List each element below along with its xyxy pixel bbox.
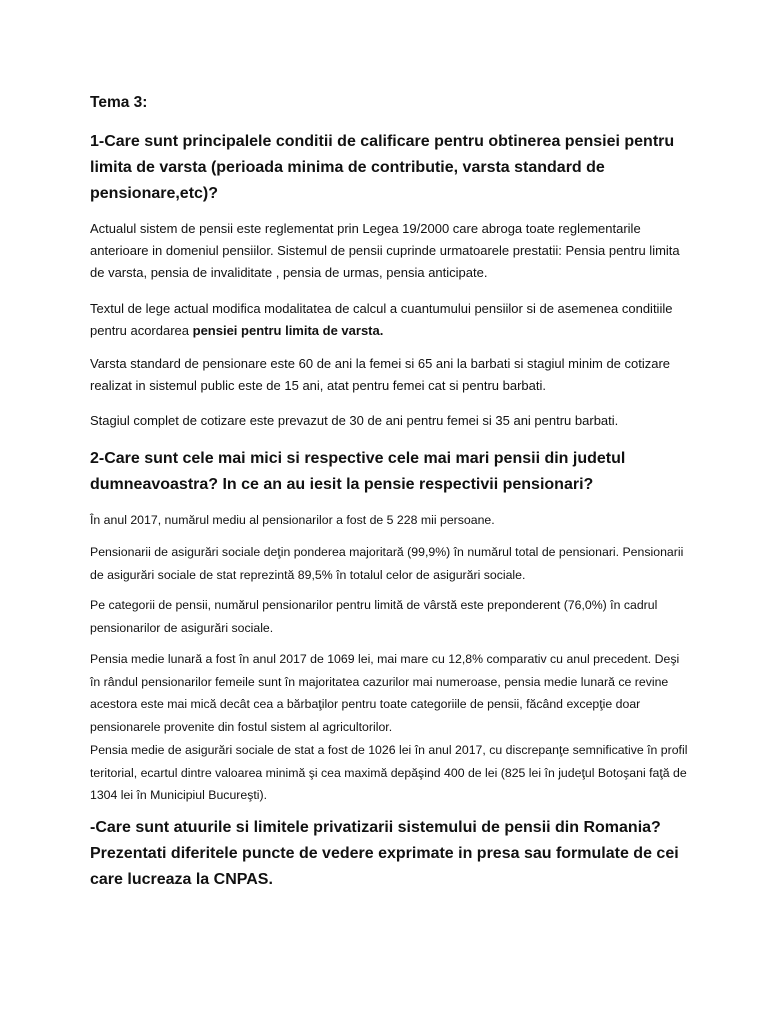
q1-paragraph-2 [90, 298, 690, 342]
q1-paragraph-3: Varsta standard de pensionare este 60 de ani la femei si 65 ani la barbati si stagiul minim de cotizare realizat in sistemul public este de 15 ani, atat pentru femei cat si pentru barbati. [90, 356, 671, 393]
question-1-heading: 1-Care sunt principalele conditii de calificare pentru obtinerea pensiei pentru limita de varsta (perioada minima de contributie, varsta standard de pensionare,etc)? [90, 133, 675, 202]
question-2-heading: 2-Care sunt cele mai mici si respective cele mai mari pensii din judetul dumneavoastra? In ce an au iesit la pensie respectivii pensionari? [90, 450, 626, 493]
q1-paragraph-2-bold: pensiei pentru limita de varsta. [192, 323, 384, 338]
q2-paragraph-5: Pensia medie de asigurări sociale de stat a fost de 1026 lei în anul 2017, cu discrepanţe semnificative în profil teritorial, ecartul dintre valoarea minimă şi cea maximă depăşind 400 de lei (825 lei în judeţul Botoşani faţă de 1304 lei în Municipiul Bucureşti). [90, 743, 688, 802]
question-3-heading: -Care sunt atuurile si limitele privatizarii sistemului de pensii din Romania? Prezentati diferitele puncte de vedere exprimate in presa sau formulate de cei care lucreaza la CNPAS. [90, 819, 679, 888]
q1-paragraph-4: Stagiul complet de cotizare este prevazut de 30 de ani pentru femei si 35 ani pentru barbati. [90, 413, 619, 428]
q2-paragraph-1: În anul 2017, numărul mediu al pensionarilor a fost de 5 228 mii persoane. [90, 513, 495, 527]
q2-paragraph-2: Pensionarii de asigurări sociale deţin ponderea majoritară (99,9%) în numărul total de pensionari. Pensionarii de asigurări sociale de stat reprezintă 89,5% în totalul celor de asigurări sociale. [90, 545, 684, 582]
q2-paragraph-4: Pensia medie lunară a fost în anul 2017 de 1069 lei, mai mare cu 12,8% comparativ cu anul precedent. Deşi în rândul pensionarilor femeile sunt în majoritatea cazurilor mai numeroase, pensia medie lunară ce revine acestora este mai mică decât cea a bărbaţilor pentru toate categoriile de pensii, făcând excepţie doar pensionarele provenite din fostul sistem al agricultorilor. [90, 652, 680, 734]
q1-paragraph-1: Actualul sistem de pensii este reglementat prin Legea 19/2000 care abroga toate reglementarile anterioare in domeniul pensiilor. Sistemul de pensii cuprinde urmatoarele prestatii: Pensia pentru limita de varsta, pensia de invaliditate , pensia de urmas, pensia anticipate. [90, 221, 680, 280]
q2-paragraph-3: Pe categorii de pensii, numărul pensionarilor pentru limită de vârstă este preponderent (76,0%) în cadrul pensionarilor de asigurări sociale. [90, 598, 658, 635]
document-title: Tema 3: [90, 94, 148, 111]
q1-paragraph-2-text: Textul de lege actual modifica modalitatea de calcul a cuantumului pensiilor si de asemenea conditiile pentru acordarea [90, 301, 673, 338]
